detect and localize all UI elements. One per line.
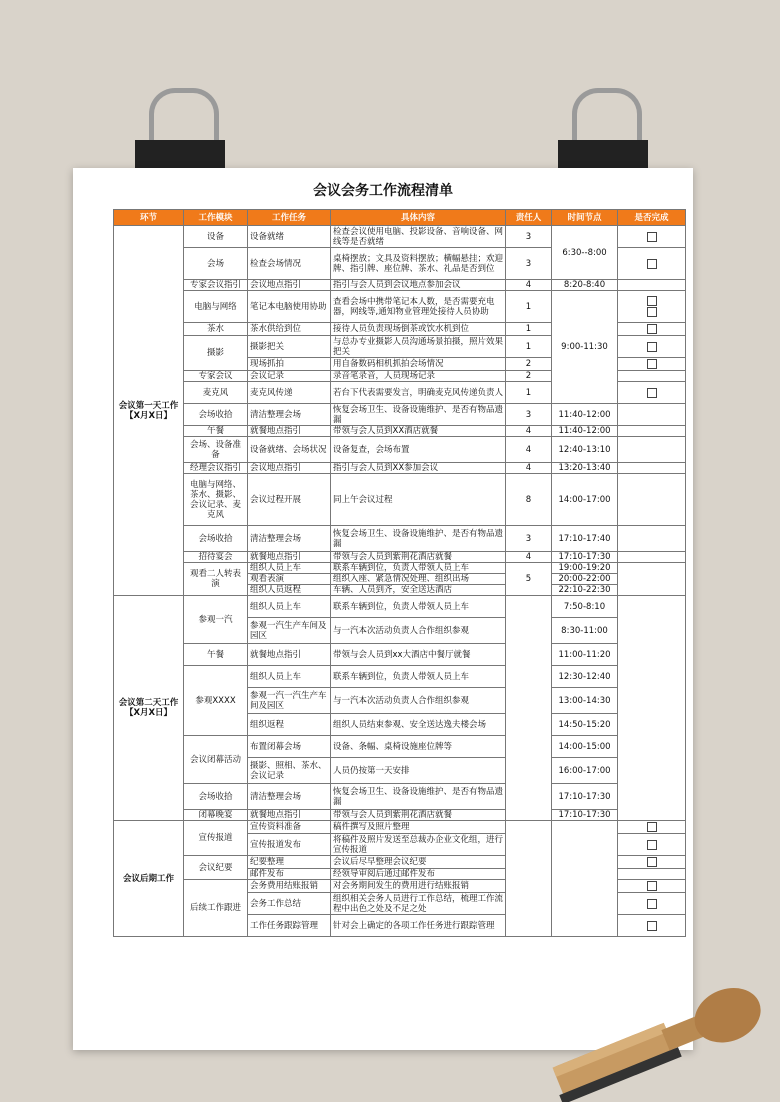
responsible-cell: 3	[506, 248, 552, 280]
table-row	[114, 821, 686, 834]
module-cell: 后续工作跟进	[184, 880, 248, 937]
content-cell: 与总办专业摄影人员沟通场景拍摄，照片效果把关	[331, 336, 506, 358]
content-cell: 恢复会场卫生、设备设施维护、是否有物品遗漏	[331, 526, 506, 552]
responsible-cell: 5	[506, 563, 552, 596]
content-cell: 恢复会场卫生、设备设施维护、是否有物品遗漏	[331, 784, 506, 810]
responsible-cell: 1	[506, 382, 552, 404]
time-cell: 11:00-11:20	[552, 644, 618, 666]
section-day2: 会议第二天工作 【X月X日】	[114, 596, 184, 821]
done-cell	[618, 834, 686, 856]
module-cell: 会场	[184, 248, 248, 280]
done-cell	[618, 463, 686, 474]
content-cell: 桌椅摆放；文具及资料摆放；横幅悬挂；欢迎牌、指引牌、座位牌、茶水、礼品是否到位	[331, 248, 506, 280]
time-cell: 6:30--8:00	[552, 226, 618, 280]
responsible-cell: 1	[506, 336, 552, 358]
responsible-cell: 2	[506, 358, 552, 371]
table-row	[114, 426, 686, 437]
table-row	[114, 563, 686, 574]
module-cell: 设备	[184, 226, 248, 248]
content-cell: 用自备数码相机抓拍会场情况	[331, 358, 506, 371]
done-cell	[618, 336, 686, 358]
checkbox-icon[interactable]	[647, 342, 657, 352]
done-cell	[618, 880, 686, 893]
module-cell: 专家会议	[184, 371, 248, 382]
task-cell: 会务费用结账报销	[248, 880, 331, 893]
task-cell: 组织人员上车	[248, 563, 331, 574]
header-responsible: 责任人	[506, 210, 552, 226]
responsible-cell: 2	[506, 371, 552, 382]
module-cell: 会议纪要	[184, 856, 248, 880]
content-cell: 组织人员结束参观、安全送达逸夫楼会场	[331, 714, 506, 736]
checkbox-icon[interactable]	[647, 388, 657, 398]
done-cell	[618, 915, 686, 937]
content-cell: 人员仍按第一天安排	[331, 758, 506, 784]
table-row	[114, 437, 686, 463]
header-content: 具体内容	[331, 210, 506, 226]
content-cell: 带领与会人员到XX酒店就餐	[331, 426, 506, 437]
task-cell: 工作任务跟踪管理	[248, 915, 331, 937]
content-cell: 对会务期间发生的费用进行结账报销	[331, 880, 506, 893]
header-task: 工作任务	[248, 210, 331, 226]
table-header-row	[114, 210, 686, 226]
checkbox-icon[interactable]	[647, 307, 657, 317]
module-cell: 午餐	[184, 644, 248, 666]
module-cell: 麦克风	[184, 382, 248, 404]
task-cell: 参观一汽一汽生产车间及园区	[248, 688, 331, 714]
task-cell: 会议地点指引	[248, 280, 331, 291]
done-cell	[618, 426, 686, 437]
time-cell: 14:50-15:20	[552, 714, 618, 736]
time-cell: 16:00-17:00	[552, 758, 618, 784]
content-cell: 与一汽本次活动负责人合作组织参观	[331, 688, 506, 714]
task-cell: 宣传资料准备	[248, 821, 331, 834]
checkbox-icon[interactable]	[647, 259, 657, 269]
module-cell: 摄影	[184, 336, 248, 371]
content-cell: 检查会议使用电脑、投影设备、音响设备、网线等是否就绪	[331, 226, 506, 248]
table-row	[114, 463, 686, 474]
time-cell: 17:10-17:30	[552, 784, 618, 810]
content-cell: 接待人员负责现场倒茶或饮水机到位	[331, 323, 506, 336]
done-cell	[618, 437, 686, 463]
task-cell: 会议过程开展	[248, 474, 331, 526]
content-cell: 将稿件及照片发送至总裁办企业文化组，进行宣传报道	[331, 834, 506, 856]
module-cell: 茶水	[184, 323, 248, 336]
task-cell: 茶水供给到位	[248, 323, 331, 336]
time-cell: 11:40-12:00	[552, 404, 618, 426]
document-title: 会议会务工作流程清单	[313, 183, 453, 199]
module-cell: 参观一汽	[184, 596, 248, 644]
time-cell: 12:40-13:10	[552, 437, 618, 463]
wooden-stamp-icon	[552, 985, 772, 1102]
checkbox-icon[interactable]	[647, 822, 657, 832]
content-cell: 稿件撰写及照片整理	[331, 821, 506, 834]
task-cell: 摄影把关	[248, 336, 331, 358]
task-cell: 组织人员返程	[248, 585, 331, 596]
time-cell: 9:00-11:30	[552, 291, 618, 404]
table-row	[114, 280, 686, 291]
done-cell	[618, 280, 686, 291]
content-cell: 恢复会场卫生、设备设施维护、是否有物品遗漏	[331, 404, 506, 426]
task-cell: 组织返程	[248, 714, 331, 736]
content-cell: 带领与会人员到xx大酒店中餐厅就餐	[331, 644, 506, 666]
table-row	[114, 596, 686, 618]
responsible-cell: 8	[506, 474, 552, 526]
table-row	[114, 226, 686, 248]
task-cell: 参观一汽生产车间及园区	[248, 618, 331, 644]
module-cell: 专家会议指引	[184, 280, 248, 291]
section-day1: 会议第一天工作 【X月X日】	[114, 226, 184, 596]
time-cell: 13:00-14:30	[552, 688, 618, 714]
module-cell: 会场收拾	[184, 404, 248, 426]
task-cell: 组织人员上车	[248, 666, 331, 688]
task-cell: 设备就绪	[248, 226, 331, 248]
header-time: 时间节点	[552, 210, 618, 226]
content-cell: 指引与会人员到XX参加会议	[331, 463, 506, 474]
task-cell: 清洁整理会场	[248, 526, 331, 552]
time-cell: 14:00-15:00	[552, 736, 618, 758]
table-row	[114, 404, 686, 426]
time-cell: 13:20-13:40	[552, 463, 618, 474]
checkbox-icon[interactable]	[647, 359, 657, 369]
time-cell: 11:40-12:00	[552, 426, 618, 437]
done-cell	[618, 869, 686, 880]
time-cell: 20:00-22:00	[552, 574, 618, 585]
module-cell: 会议闭幕活动	[184, 736, 248, 784]
content-cell: 车辆、人员到齐，安全送达酒店	[331, 585, 506, 596]
table-row	[114, 784, 686, 810]
module-cell: 会场收拾	[184, 784, 248, 810]
responsible-cell: 4	[506, 552, 552, 563]
section-post: 会议后期工作	[114, 821, 184, 937]
time-cell: 17:10-17:30	[552, 552, 618, 563]
done-cell	[618, 552, 686, 563]
task-cell: 就餐地点指引	[248, 644, 331, 666]
done-cell	[618, 474, 686, 526]
content-cell: 联系车辆到位，负责人带领人员上车	[331, 596, 506, 618]
time-cell: 19:00-19:20	[552, 563, 618, 574]
time-cell: 8:30-11:00	[552, 618, 618, 644]
time-cell: 8:20-8:40	[552, 280, 618, 291]
document-page	[73, 168, 693, 1050]
checkbox-icon[interactable]	[647, 881, 657, 891]
content-cell: 联系车辆到位，负责人带领人员上车	[331, 563, 506, 574]
done-cell	[618, 563, 686, 596]
task-cell: 组织人员上车	[248, 596, 331, 618]
responsible-cell: 4	[506, 437, 552, 463]
checkbox-icon[interactable]	[647, 232, 657, 242]
workflow-table	[113, 209, 686, 937]
task-cell: 会议地点指引	[248, 463, 331, 474]
header-stage: 环节	[114, 210, 184, 226]
time-cell: 14:00-17:00	[552, 474, 618, 526]
responsible-cell: 1	[506, 291, 552, 323]
content-cell: 设备复查，会场布置	[331, 437, 506, 463]
checkbox-icon[interactable]	[647, 840, 657, 850]
table-row	[114, 474, 686, 526]
checkbox-icon[interactable]	[647, 921, 657, 931]
content-cell: 设备、条幅、桌椅设施座位牌等	[331, 736, 506, 758]
content-cell: 经领导审阅后通过邮件发布	[331, 869, 506, 880]
table-row	[114, 291, 686, 323]
responsible-cell: 3	[506, 526, 552, 552]
content-cell: 若台下代表需要发言，明确麦克风传递负责人	[331, 382, 506, 404]
done-cell	[618, 358, 686, 371]
task-cell: 纪要整理	[248, 856, 331, 869]
task-cell: 就餐地点指引	[248, 426, 331, 437]
table-row	[114, 810, 686, 821]
task-cell: 会务工作总结	[248, 893, 331, 915]
responsible-cell: 3	[506, 404, 552, 426]
task-cell: 清洁整理会场	[248, 784, 331, 810]
task-cell: 布置闭幕会场	[248, 736, 331, 758]
task-cell: 清洁整理会场	[248, 404, 331, 426]
time-cell: 22:10-22:30	[552, 585, 618, 596]
task-cell: 邮件发布	[248, 869, 331, 880]
module-cell: 电脑与网络、茶水、摄影、会议记录、麦克风	[184, 474, 248, 526]
content-cell: 联系车辆到位，负责人带领人员上车	[331, 666, 506, 688]
responsible-cell	[506, 596, 552, 821]
done-cell	[618, 526, 686, 552]
time-cell	[552, 821, 618, 937]
task-cell: 设备就绪、会场状况	[248, 437, 331, 463]
responsible-cell: 4	[506, 426, 552, 437]
task-cell: 会议记录	[248, 371, 331, 382]
done-cell	[618, 404, 686, 426]
task-cell: 就餐地点指引	[248, 552, 331, 563]
module-cell: 观看二人转表演	[184, 563, 248, 596]
table-row	[114, 526, 686, 552]
task-cell: 笔记本电脑使用协助	[248, 291, 331, 323]
content-cell: 录音笔录音，人员现场记录	[331, 371, 506, 382]
responsible-cell	[506, 821, 552, 937]
responsible-cell: 4	[506, 280, 552, 291]
module-cell: 宣传报道	[184, 821, 248, 856]
module-cell: 会场收拾	[184, 526, 248, 552]
header-module: 工作模块	[184, 210, 248, 226]
content-cell: 带领与会人员到紫荆花酒店就餐	[331, 810, 506, 821]
responsible-cell: 1	[506, 323, 552, 336]
content-cell: 会议后尽早整理会议纪要	[331, 856, 506, 869]
responsible-cell: 3	[506, 226, 552, 248]
task-cell: 摄影、照相、茶水、会议记录	[248, 758, 331, 784]
module-cell: 经理会议指引	[184, 463, 248, 474]
content-cell: 指引与会人员到会议地点参加会议	[331, 280, 506, 291]
time-cell: 17:10-17:40	[552, 526, 618, 552]
table-row	[114, 736, 686, 758]
time-cell: 7:50-8:10	[552, 596, 618, 618]
content-cell: 组织相关会务人员进行工作总结，梳理工作流程中出色之处及不足之处	[331, 893, 506, 915]
content-cell: 查看会场中携带笔记本人数，是否需要充电器，网线等,通知物业管理处接待人员协助	[331, 291, 506, 323]
content-cell: 带领与会人员到紫荆花酒店就餐	[331, 552, 506, 563]
done-cell	[618, 856, 686, 869]
done-cell	[618, 323, 686, 336]
module-cell: 参观XXXX	[184, 666, 248, 736]
content-cell: 针对会上确定的各项工作任务进行跟踪管理	[331, 915, 506, 937]
done-cell	[618, 248, 686, 280]
module-cell: 闭幕晚宴	[184, 810, 248, 821]
done-cell	[618, 226, 686, 248]
content-cell: 组织入座、紧急情况处理、组织出场	[331, 574, 506, 585]
module-cell: 电脑与网络	[184, 291, 248, 323]
table-row	[114, 552, 686, 563]
table-row	[114, 666, 686, 688]
task-cell: 就餐地点指引	[248, 810, 331, 821]
header-done: 是否完成	[618, 210, 686, 226]
task-cell: 检查会场情况	[248, 248, 331, 280]
checkbox-icon[interactable]	[647, 857, 657, 867]
done-cell	[618, 291, 686, 323]
done-cell	[618, 821, 686, 834]
checkbox-icon[interactable]	[647, 324, 657, 334]
content-cell: 与一汽本次活动负责人合作组织参观	[331, 618, 506, 644]
time-cell: 12:30-12:40	[552, 666, 618, 688]
module-cell: 午餐	[184, 426, 248, 437]
task-cell: 宣传报道发布	[248, 834, 331, 856]
done-cell	[618, 596, 686, 821]
table-row	[114, 644, 686, 666]
time-cell: 17:10-17:30	[552, 810, 618, 821]
checkbox-icon[interactable]	[647, 296, 657, 306]
done-cell	[618, 371, 686, 382]
task-cell: 现场抓拍	[248, 358, 331, 371]
task-cell: 麦克风传递	[248, 382, 331, 404]
content-cell: 同上午会议过程	[331, 474, 506, 526]
checkbox-icon[interactable]	[647, 899, 657, 909]
done-cell	[618, 893, 686, 915]
task-cell: 观看表演	[248, 574, 331, 585]
module-cell: 会场、设备准备	[184, 437, 248, 463]
done-cell	[618, 382, 686, 404]
module-cell: 招待宴会	[184, 552, 248, 563]
responsible-cell: 4	[506, 463, 552, 474]
